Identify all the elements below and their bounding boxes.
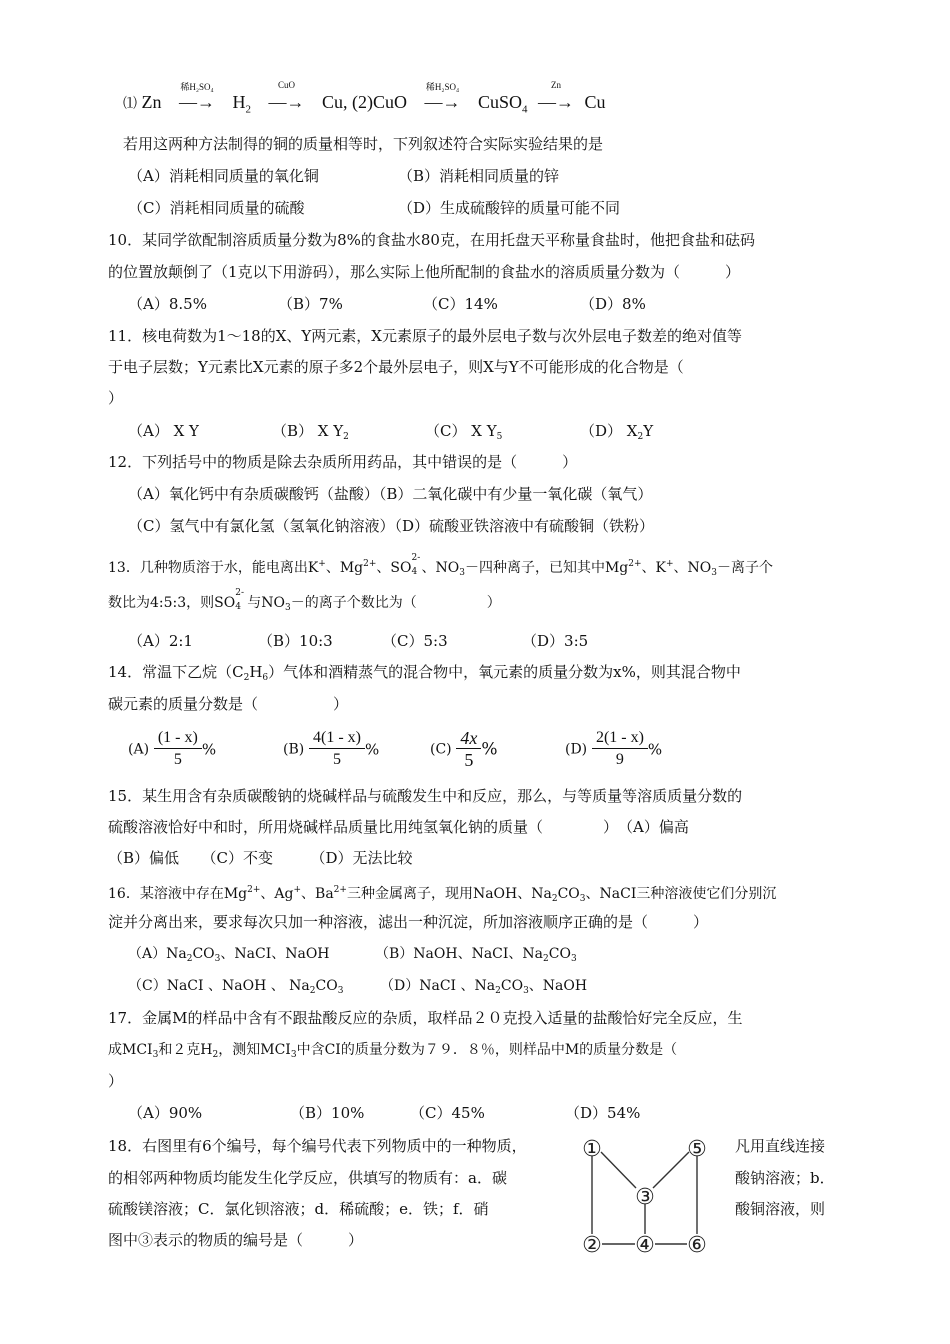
- q14-option-c: (C) $\frac{4x}{5}$ %: [430, 728, 498, 770]
- cuo-formula: CuO: [373, 92, 408, 112]
- q16-option-a: $(A)Na_2CO_3$、NaCI、NaOH: [128, 946, 330, 964]
- q9-option-a: （A）消耗相同质量的氧化铜: [128, 167, 319, 185]
- diagram-node-5: ⑤: [687, 1137, 707, 1162]
- q17-option-d: （D）54%: [565, 1104, 641, 1122]
- reaction-equations: ⑴ Zn 稀H₂SO₄ —→ $H_2$ CuO —→ Cu, (2)CuO 稀H₂SO₄ —→ CuSO$_4$ Zn —→ Cu: [123, 80, 606, 116]
- q16-option-b: （B）NaOH、NaCI、$Na_2CO_3$: [375, 946, 577, 964]
- diagram-node-4: ④: [635, 1233, 655, 1258]
- q12-line-1: 12．下列括号中的物质是除去杂质所用药品，其中错误的是（ ）: [108, 453, 578, 471]
- q18-line-2b: 酸钠溶液；b．: [735, 1169, 835, 1187]
- q17-option-a: （A）90%: [128, 1104, 203, 1122]
- edge-1-3: [601, 1152, 636, 1188]
- reaction-diagram: [575, 1132, 725, 1262]
- q9-option-d: （D）生成硫酸锌的质量可能不同: [398, 199, 621, 217]
- q17-line-3: ）: [108, 1072, 124, 1090]
- edge-5-3: [653, 1152, 689, 1188]
- arrow-reagent-1: 稀H₂SO₄ —→: [179, 82, 215, 112]
- diagram-node-2: ②: [582, 1233, 602, 1258]
- q10-option-a: （A）8.5%: [128, 295, 207, 313]
- q17-line-2: 成$MCI_3$和２克$H_2$，测知$MCI_3$中含CI的质量分数为７９．８％，则样品中M的质量分数是（: [108, 1042, 678, 1060]
- q9-option-b: （B）消耗相同质量的锌: [398, 167, 560, 185]
- q18-line-3b: 酸铜溶液，则: [735, 1200, 826, 1218]
- q13-line-2: 数比为4:5:3，则SO 2- 4 与$NO_3-$的离子个数比为（ ）: [108, 588, 501, 613]
- diagram-node-6: ⑥: [687, 1233, 707, 1258]
- equation-1-label: ⑴: [123, 97, 137, 112]
- q10-option-d: （D）8%: [580, 295, 646, 313]
- q12-line-3: （C）氢气中有氯化氢（氢氧化钠溶液）（D）硫酸亚铁溶液中有硫酸铜（铁粉）: [128, 517, 655, 535]
- q14-option-d: (D) $\frac{2(1 - x)}{9}$ %: [565, 729, 663, 768]
- q18-line-4: 图中③表示的物质的编号是（ ）: [108, 1231, 364, 1249]
- q16-line-2: 淀并分离出来，要求每次只加一种溶液，滤出一种沉淀，所加溶液顺序正确的是（ ）: [108, 913, 709, 931]
- q17-line-1: 17．金属M的样品中含有不跟盐酸反应的杂质，取样品２０克投入适量的盐酸恰好完全反应，生: [108, 1009, 743, 1027]
- q15-line-3: （B）偏低 （C）不变 （D）无法比较: [108, 849, 413, 867]
- q10-option-c: （C）14%: [423, 295, 498, 313]
- q14-option-a: (A) $\frac{(1 - x)}{5}$ %: [128, 729, 217, 768]
- cu-formula-1: Cu,: [322, 92, 348, 112]
- q16-line-1: 16．某溶液中存在$Mg^{2+}$、Ag+、$Ba^{2+}$三种金属离子，现用NaOH、$Na_2CO_3$、NaCI三种溶液使它们分别沉: [108, 885, 777, 904]
- q11-option-c: （C） X $Y_5$: [425, 422, 503, 442]
- q11-option-a: （A） X Y: [128, 422, 199, 440]
- cu-formula-2: Cu: [584, 92, 606, 112]
- q16-option-d: （D）NaCI 、$Na_2CO_3$、NaOH: [380, 978, 588, 996]
- arrow-reagent-2: CuO —→: [268, 80, 305, 112]
- q18-line-1a: 18．右图里有6个编号，每个编号代表下列物质中的一种物质，: [108, 1137, 527, 1155]
- arrow-reagent-4: Zn —→: [538, 80, 575, 112]
- q14-line-1: 14．常温下乙烷$(C_2H_6)$气体和酒精蒸气的混合物中，氧元素的质量分数为x%，则其混合物中: [108, 663, 741, 683]
- q18-line-1b: 凡用直线连接: [735, 1137, 826, 1155]
- arrow-reagent-3: 稀H₂SO₄ —→: [424, 82, 461, 112]
- q10-line-2: 的位置放颠倒了（1克以下用游码），那么实际上他所配制的食盐水的溶质质量分数为（ ）: [108, 263, 741, 281]
- h2-formula: H: [232, 92, 246, 112]
- cuso4-formula: CuSO: [478, 92, 523, 112]
- q11-option-d: （D） $X_2Y$: [580, 422, 654, 442]
- q14-option-b: (B) $\frac{4(1 - x)}{5}$ %: [283, 729, 380, 768]
- diagram-node-1: ①: [582, 1137, 602, 1162]
- q14-line-2: 碳元素的质量分数是（ ）: [108, 695, 349, 713]
- q15-line-1: 15．某生用含有杂质碳酸钠的烧碱样品与硫酸发生中和反应，那么，与等质量等溶质质量分数的: [108, 787, 743, 805]
- zn-formula: Zn: [141, 92, 162, 112]
- q12-line-2: （A）氧化钙中有杂质碳酸钙（盐酸）（B）二氧化碳中有少量一氧化碳（氧气）: [128, 485, 653, 503]
- q11-line-3: ）: [108, 389, 124, 407]
- q11-line-1: 11．核电荷数为1～18的X、Y两元素，X元素原子的最外层电子数与次外层电子数差的绝对值等: [108, 327, 742, 345]
- q13-option-b: （B）10:3: [258, 632, 333, 650]
- q11-option-b: （B） X $Y_2$: [272, 422, 349, 442]
- q10-option-b: （B）7%: [278, 295, 343, 313]
- diagram-node-3: ③: [635, 1185, 655, 1210]
- q17-option-b: （B）10%: [290, 1104, 365, 1122]
- q18-line-3a: 硫酸镁溶液；C．氯化钡溶液；d．稀硫酸；e．铁；f．硝: [108, 1200, 489, 1218]
- q13-option-c: （C）5:3: [382, 632, 448, 650]
- q17-option-c: （C）45%: [410, 1104, 485, 1122]
- q11-line-2: 于电子层数；Y元素比X元素的原子多2个最外层电子，则X与Y不可能形成的化合物是（: [108, 358, 684, 376]
- q18-line-2a: 的相邻两种物质均能发生化学反应，供填写的物质有：a．碳: [108, 1169, 507, 1187]
- q13-line-1: 13．几种物质溶于水，能电离出K+、$Mg^{2+}$、SO 2- 4 、$NO_3-$四种离子，已知其中$Mg^{2+}$、K+、$NO_3-$离子个: [108, 553, 774, 578]
- equation-2-label: (2): [352, 92, 374, 112]
- q9-stem: 若用这两种方法制得的铜的质量相等时，下列叙述符合实际实验结果的是: [123, 135, 604, 153]
- q15-line-2: 硫酸溶液恰好中和时，所用烧碱样品质量比用纯氢氧化钠的质量（ ） （A）偏高: [108, 818, 689, 836]
- q10-line-1: 10．某同学欲配制溶质质量分数为8%的食盐水80克，在用托盘天平称量食盐时，他把食盐和砝码: [108, 231, 755, 249]
- q13-option-a: （A）2:1: [128, 632, 193, 650]
- q9-option-c: （C）消耗相同质量的硫酸: [128, 199, 305, 217]
- q16-option-c: （C）NaCI 、NaOH 、 $Na_2CO_3$: [128, 978, 344, 996]
- q13-option-d: （D）3:5: [522, 632, 589, 650]
